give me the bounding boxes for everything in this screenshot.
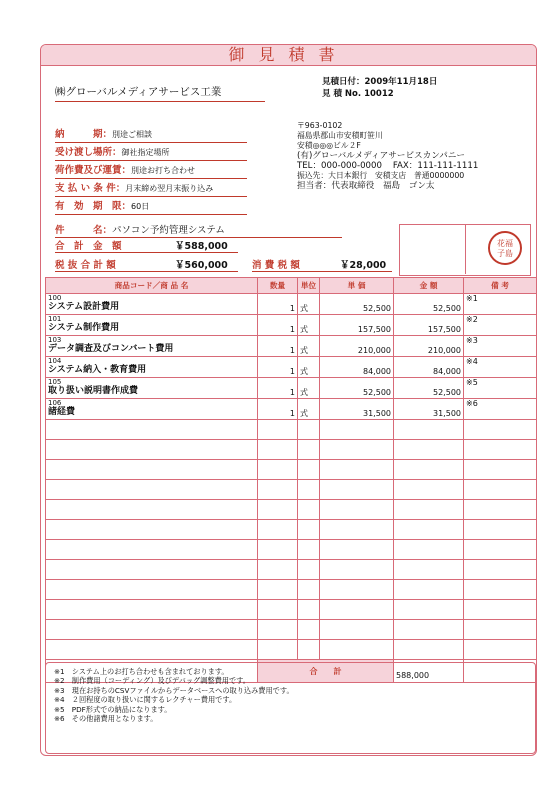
empty-row xyxy=(46,440,537,460)
header-note: 備 考 xyxy=(464,278,537,294)
item-unit: 式 xyxy=(298,399,320,420)
empty-cell xyxy=(394,580,464,600)
item-note: ※2 xyxy=(464,315,537,336)
estimate-no: 10012 xyxy=(364,89,394,99)
issuer-company: (有)グローバルメディアサービスカンパニー xyxy=(297,151,466,161)
empty-cell xyxy=(464,540,537,560)
item-amount: 210,000 xyxy=(394,336,464,357)
empty-cell xyxy=(258,600,298,620)
empty-cell xyxy=(258,580,298,600)
empty-row xyxy=(46,600,537,620)
company-seal: 花福 子島 xyxy=(488,231,522,265)
empty-cell xyxy=(464,560,537,580)
issuer-tel: TEL：000-000-0000 xyxy=(297,161,382,171)
condition-payment: 支 払 い 条 件：月末締め翌月末振り込み xyxy=(55,176,247,197)
subject-line: 件 名：パソコン予約管理システム xyxy=(55,218,342,238)
tax-line: 消 費 税 額 ￥28,000 xyxy=(252,257,392,272)
item-price: 52,500 xyxy=(320,378,394,399)
empty-row xyxy=(46,560,537,580)
item-name: システム制作費用 xyxy=(48,323,120,333)
empty-cell xyxy=(320,440,394,460)
table-header xyxy=(46,278,537,294)
note-line: ※5 PDF形式での納品になります。 xyxy=(54,704,172,714)
item-note: ※4 xyxy=(464,357,537,378)
empty-cell xyxy=(258,440,298,460)
empty-row xyxy=(46,420,537,440)
item-price: 210,000 xyxy=(320,336,394,357)
estimate-info xyxy=(322,76,437,100)
note-line: ※1 システム上のお打ち合わせも含まれております。 xyxy=(54,667,229,676)
empty-cell xyxy=(320,540,394,560)
empty-cell xyxy=(298,580,320,600)
condition-delivery: 納 期：別途ご相談 xyxy=(55,122,247,143)
empty-cell xyxy=(46,520,258,540)
item-note: ※5 xyxy=(464,378,537,399)
empty-cell xyxy=(258,420,298,440)
item-code: 103 xyxy=(48,336,62,344)
empty-cell xyxy=(46,560,258,580)
table-row xyxy=(46,399,537,420)
empty-cell xyxy=(464,440,537,460)
table-row xyxy=(46,294,537,315)
empty-cell xyxy=(46,600,258,620)
issuer-address2: 安積◎◎◎ビル２F xyxy=(297,141,361,150)
item-price: 52,500 xyxy=(320,294,394,315)
empty-cell xyxy=(320,480,394,500)
empty-cell xyxy=(46,540,258,560)
stamp-divider xyxy=(465,224,466,274)
table-row xyxy=(46,336,537,357)
condition-shipping: 荷作費及び運賃：別途お打ち合わせ xyxy=(55,158,247,179)
empty-row xyxy=(46,640,537,660)
item-amount: 84,000 xyxy=(394,357,464,378)
issuer-info xyxy=(297,121,478,191)
empty-cell xyxy=(394,560,464,580)
item-unit: 式 xyxy=(298,378,320,399)
item-price: 31,500 xyxy=(320,399,394,420)
empty-cell xyxy=(46,580,258,600)
issuer-bank: 振込先：大日本銀行 安積支店 普通0000000 xyxy=(297,171,465,180)
table-total-label: 合 計 xyxy=(258,660,394,683)
empty-cell xyxy=(320,420,394,440)
empty-cell xyxy=(394,600,464,620)
estimate-date: 2009年11月18日 xyxy=(364,77,438,87)
empty-cell xyxy=(46,640,258,660)
table-row xyxy=(46,357,537,378)
empty-cell xyxy=(394,480,464,500)
empty-cell xyxy=(298,520,320,540)
condition-expiry: 有 効 期 限：60日 xyxy=(55,194,247,215)
issuer-address1: 福島県郡山市安積町笹川 xyxy=(297,131,383,140)
note-line: ※2 制作費用（コーディング）及びデバッグ調整費用です。 xyxy=(54,676,250,686)
empty-row xyxy=(46,580,537,600)
header-qty: 数量 xyxy=(258,278,298,294)
item-cell xyxy=(46,294,258,315)
empty-cell xyxy=(258,560,298,580)
empty-cell xyxy=(464,520,537,540)
empty-cell xyxy=(320,580,394,600)
empty-cell xyxy=(298,440,320,460)
empty-cell xyxy=(46,460,258,480)
empty-cell xyxy=(298,460,320,480)
item-note: ※3 xyxy=(464,336,537,357)
empty-cell xyxy=(320,460,394,480)
empty-cell xyxy=(394,500,464,520)
item-price: 84,000 xyxy=(320,357,394,378)
empty-cell xyxy=(464,620,537,640)
empty-cell xyxy=(394,540,464,560)
empty-cell xyxy=(298,600,320,620)
header-price: 単 価 xyxy=(320,278,394,294)
empty-cell xyxy=(320,640,394,660)
item-qty: 1 xyxy=(258,336,298,357)
item-qty: 1 xyxy=(258,357,298,378)
note-line: ※4 ２回程度の取り扱いに関するレクチャー費用です。 xyxy=(54,695,237,705)
empty-row xyxy=(46,460,537,480)
item-cell xyxy=(46,357,258,378)
item-name: 取り扱い説明書作成費 xyxy=(48,386,139,396)
issuer-fax: FAX：111-111-1111 xyxy=(392,161,479,171)
item-name: データ調査及びコンバート費用 xyxy=(48,344,174,354)
item-cell xyxy=(46,315,258,336)
notes-box xyxy=(45,662,536,754)
empty-cell xyxy=(464,460,537,480)
empty-cell xyxy=(464,480,537,500)
item-qty: 1 xyxy=(258,378,298,399)
item-amount: 52,500 xyxy=(394,378,464,399)
empty-cell xyxy=(298,560,320,580)
item-amount: 157,500 xyxy=(394,315,464,336)
empty-cell xyxy=(258,500,298,520)
empty-cell xyxy=(46,440,258,460)
total-amount-line: 合 計 金 額 ￥588,000 xyxy=(55,238,238,253)
item-name: システム納入・教育費用 xyxy=(48,365,147,375)
header-item: 商品コード／商 品 名 xyxy=(46,278,258,294)
item-amount: 52,500 xyxy=(394,294,464,315)
empty-cell xyxy=(464,600,537,620)
empty-row xyxy=(46,480,537,500)
empty-cell xyxy=(258,540,298,560)
empty-cell xyxy=(320,620,394,640)
items-table xyxy=(45,277,537,686)
subtotal-line: 税 抜 合 計 額 ￥560,000 xyxy=(55,257,238,272)
empty-row xyxy=(46,620,537,640)
item-amount: 31,500 xyxy=(394,399,464,420)
item-unit: 式 xyxy=(298,336,320,357)
empty-cell xyxy=(394,420,464,440)
item-qty: 1 xyxy=(258,294,298,315)
title-bar xyxy=(41,45,536,66)
empty-cell xyxy=(298,540,320,560)
item-qty: 1 xyxy=(258,399,298,420)
item-code: 101 xyxy=(48,315,62,323)
condition-place: 受け渡し場所：御社指定場所 xyxy=(55,140,247,161)
empty-cell xyxy=(464,580,537,600)
note-line: ※6 その他諸費用となります。 xyxy=(54,714,158,724)
issuer-postal: 〒963-0102 xyxy=(297,121,343,130)
table-total-value: 588,000 xyxy=(394,660,464,683)
document-title: 御見積書 xyxy=(228,45,349,64)
client-name: ㈱グローバルメディアサービス工業 xyxy=(55,84,265,102)
empty-cell xyxy=(258,520,298,540)
empty-cell xyxy=(464,420,537,440)
item-name: 諸経費 xyxy=(48,407,76,417)
empty-cell xyxy=(46,420,258,440)
table-row xyxy=(46,378,537,399)
empty-cell xyxy=(394,460,464,480)
note-line: ※3 現在お持ちのCSVファイルからデータベースへの取り込み費用です。 xyxy=(54,685,294,695)
empty-row xyxy=(46,540,537,560)
item-code: 105 xyxy=(48,378,62,386)
empty-cell xyxy=(258,640,298,660)
table-row xyxy=(46,315,537,336)
header-unit: 単位 xyxy=(298,278,320,294)
item-unit: 式 xyxy=(298,357,320,378)
empty-cell xyxy=(394,440,464,460)
empty-cell xyxy=(298,640,320,660)
empty-cell xyxy=(464,500,537,520)
empty-row xyxy=(46,520,537,540)
item-price: 157,500 xyxy=(320,315,394,336)
empty-cell xyxy=(464,640,537,660)
empty-cell xyxy=(258,620,298,640)
item-code: 100 xyxy=(48,294,62,302)
empty-cell xyxy=(298,500,320,520)
empty-cell xyxy=(258,460,298,480)
item-note: ※6 xyxy=(464,399,537,420)
empty-cell xyxy=(320,560,394,580)
empty-cell xyxy=(394,640,464,660)
item-unit: 式 xyxy=(298,315,320,336)
empty-cell xyxy=(46,500,258,520)
item-name: システム設計費用 xyxy=(48,302,120,312)
item-cell xyxy=(46,336,258,357)
item-cell xyxy=(46,378,258,399)
item-note: ※1 xyxy=(464,294,537,315)
item-qty: 1 xyxy=(258,315,298,336)
estimate-no-label: 見 積 No. xyxy=(322,89,362,99)
empty-cell xyxy=(320,520,394,540)
empty-cell xyxy=(46,480,258,500)
item-code: 104 xyxy=(48,357,62,365)
empty-cell xyxy=(320,500,394,520)
empty-cell xyxy=(46,620,258,640)
issuer-contact: 担当者：代表取締役 福島 ゴン太 xyxy=(297,181,435,191)
empty-cell xyxy=(298,480,320,500)
empty-cell xyxy=(298,620,320,640)
empty-row xyxy=(46,500,537,520)
empty-cell xyxy=(394,620,464,640)
header-amount: 金 額 xyxy=(394,278,464,294)
empty-cell xyxy=(298,420,320,440)
empty-cell xyxy=(258,480,298,500)
item-code: 106 xyxy=(48,399,62,407)
date-label: 見積日付： xyxy=(322,77,365,87)
empty-cell xyxy=(320,600,394,620)
item-unit: 式 xyxy=(298,294,320,315)
empty-cell xyxy=(394,520,464,540)
item-cell xyxy=(46,399,258,420)
